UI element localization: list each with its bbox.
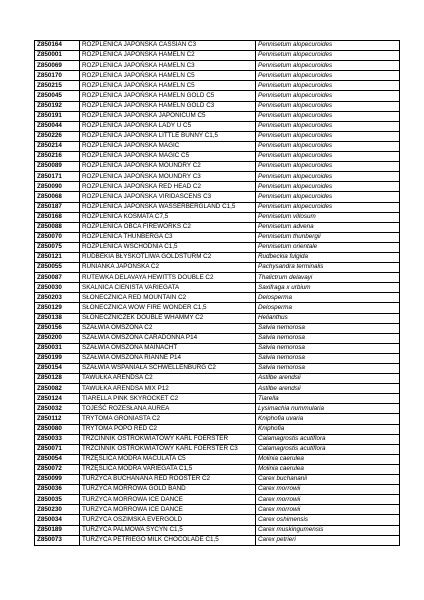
table-row [35,71,400,81]
product-name-cell: TRZĘŚLICA MODRA MACULATA C5 [80,454,256,464]
product-name-cell: ROZPLENICA JAPOŃSKA WASSERBERGLAND C1,5 [80,202,256,212]
latin-name-cell: Lysimachia nummularia [256,404,400,414]
product-code-cell: Z850054 [35,454,80,464]
product-name-cell: SŁONECZNICA WOW FIRE WONDER C1,5 [80,303,256,313]
latin-name-cell: Tiarella [256,394,400,404]
product-name-cell: TRYTOMA POPO RED C2 [80,424,256,434]
latin-name-cell: Astilbe arendsii [256,374,400,384]
product-name-cell: RUNIANKA JAPOŃSKA C2 [80,263,256,273]
product-code-cell: Z850226 [35,131,80,141]
product-name-cell: SKALNICA CIENISTA VARIEGATA [80,283,256,293]
latin-name-cell: Pennisetum alopecuroides [256,202,400,212]
product-code-cell: Z850070 [35,232,80,242]
product-code-cell: Z850138 [35,313,80,323]
latin-name-cell: Pennisetum alopecuroides [256,131,400,141]
table-row [35,141,400,151]
product-name-cell: SZAŁWIA WSPANIAŁA SCHWELLENBURG C2 [80,364,256,374]
product-name-cell: ROZPLENICA JAPOŃSKA MOUNDRY C3 [80,172,256,182]
product-code-cell: Z850088 [35,222,80,232]
latin-name-cell: Pachysandra terminalis [256,263,400,273]
table-row [35,434,400,444]
table-row [35,182,400,192]
product-name-cell: ROZPLENICA JAPOŃSKA HAMELN GOLD C5 [80,91,256,101]
product-name-cell: ROZPLENICA JAPOŃSKA VIRIDASCENS C3 [80,192,256,202]
product-code-cell: Z850199 [35,353,80,363]
product-name-cell: RUTEWKA DELAVAYA HEWITTS DOUBLE C2 [80,273,256,283]
product-name-cell: TURZYCA MORROWA ICE DANCE [80,505,256,515]
product-name-cell: TURZYCA PETRIEGO MILK CHOCOLADE C1,5 [80,535,256,545]
product-name-cell: ROZPLENICA JAPOŃSKA CASSIAN C3 [80,41,256,51]
product-name-cell: ROZPLENICA JAPOŃSKA HAMELN C5 [80,71,256,81]
latin-name-cell: Pennisetum alopecuroides [256,91,400,101]
latin-name-cell: Pennisetum alopecuroides [256,41,400,51]
table-row [35,212,400,222]
table-row [35,152,400,162]
product-code-cell: Z850191 [35,111,80,121]
latin-name-cell: Kniphofia [256,424,400,434]
product-name-cell: ROZPLENICA OBCA FIREWORKS C2 [80,222,256,232]
product-code-cell: Z850089 [35,162,80,172]
latin-name-cell: Salvia nemorosa [256,323,400,333]
latin-name-cell: Molinia caerulea [256,464,400,474]
product-code-cell: Z850073 [35,535,80,545]
latin-name-cell: Carex morrowii [256,505,400,515]
latin-name-cell: Delosperma [256,303,400,313]
product-name-cell: SZAŁWIA OMSZONA CARADONNA P14 [80,333,256,343]
table-row [35,444,400,454]
product-code-cell: Z850036 [35,485,80,495]
product-name-cell: ROZPLENICA JAPOŃSKA MOUNDRY C2 [80,162,256,172]
product-code-cell: Z850045 [35,91,80,101]
table-row [35,242,400,252]
product-name-cell: TRZCINNIK OSTROKWIATOWY KARL FOERSTER [80,434,256,444]
product-code-cell: Z850230 [35,505,80,515]
latin-name-cell: Pennisetum thunbergii [256,232,400,242]
product-name-cell: ROZPLENICA JAPOŃSKA RED HEAD C2 [80,182,256,192]
product-name-cell: TIARELLA PINK SKYROCKET C2 [80,394,256,404]
product-code-cell: Z850112 [35,414,80,424]
product-code-cell: Z850087 [35,273,80,283]
table-row [35,414,400,424]
latin-name-cell: Pennisetum alopecuroides [256,121,400,131]
table-row [35,374,400,384]
product-code-cell: Z850156 [35,323,80,333]
product-name-cell: SZAŁWIA OMSZONA MAINACHT [80,343,256,353]
product-name-cell: ROZPLENICA JAPOŃSKA HAMELN GOLD C3 [80,101,256,111]
product-name-cell: TRYTOMA GRONIASTA C2 [80,414,256,424]
product-code-cell: Z850072 [35,464,80,474]
product-name-cell: ROZPLENICA JAPOŃSKA LADY U C5 [80,121,256,131]
latin-name-cell: Carex morrowii [256,485,400,495]
table-row [35,313,400,323]
table-row [35,353,400,363]
product-code-cell: Z850214 [35,141,80,151]
latin-name-cell: Carex oshimensis [256,515,400,525]
table-row [35,61,400,71]
product-code-cell: Z850030 [35,283,80,293]
product-code-cell: Z850075 [35,242,80,252]
product-code-cell: Z850068 [35,192,80,202]
product-name-cell: TURZYCA MORROWA GOLD BAND [80,485,256,495]
product-name-cell: ROZPLENICA KOSMATA C7,5 [80,212,256,222]
product-code-cell: Z850192 [35,101,80,111]
table-row [35,333,400,343]
product-name-cell: TAWUŁKA ARENDSA C2 [80,374,256,384]
product-code-cell: Z850124 [35,394,80,404]
product-code-cell: Z850168 [35,212,80,222]
table-row [35,172,400,182]
table-row [35,303,400,313]
product-name-cell: TURZYCA OSZIMSKA EVERGOLD [80,515,256,525]
table-row [35,252,400,262]
table-row [35,505,400,515]
product-name-cell: TRZCINNIK OSTROKWIATOWY KARL FOERSTER C3 [80,444,256,454]
table-row [35,535,400,545]
table-row [35,232,400,242]
product-name-cell: ROZPLENICA JAPOŃSKA MAGIC [80,141,256,151]
latin-name-cell: Helianthus [256,313,400,323]
product-name-cell: ROZPLENICA THUNBERGA C3 [80,232,256,242]
product-name-cell: TRZĘŚLICA MODRA VARIEGATA C1,5 [80,464,256,474]
latin-name-cell: Salvia nemorosa [256,364,400,374]
table-row [35,162,400,172]
product-name-cell: ROZPLENICA JAPOŃSKA LITTLE BUNNY C1,5 [80,131,256,141]
latin-name-cell: Carex muskingumensis [256,525,400,535]
latin-name-cell: Pennisetum alopecuroides [256,51,400,61]
latin-name-cell: Thalictrum delavayi [256,273,400,283]
product-code-cell: Z850187 [35,202,80,212]
product-code-cell: Z850170 [35,71,80,81]
table-row [35,475,400,485]
table-row [35,293,400,303]
product-code-cell: Z850090 [35,182,80,192]
product-code-cell: Z850099 [35,475,80,485]
product-name-cell: TURZYCA MORROWA ICE DANCE [80,495,256,505]
product-name-cell: ROZPLENICA WSCHODNIA C1,5 [80,242,256,252]
table-row [35,81,400,91]
product-code-cell: Z850216 [35,152,80,162]
table-row [35,101,400,111]
table-row [35,394,400,404]
table-row [35,192,400,202]
latin-name-cell: Pennisetum alopecuroides [256,192,400,202]
product-code-cell: Z850055 [35,263,80,273]
table-row [35,343,400,353]
product-code-cell: Z850129 [35,303,80,313]
latin-name-cell: Carex morrowii [256,495,400,505]
product-code-cell: Z850189 [35,525,80,535]
table-row [35,91,400,101]
table-row [35,404,400,414]
product-code-cell: Z850034 [35,515,80,525]
product-list-sheet [34,40,400,546]
product-code-cell: Z850203 [35,293,80,303]
latin-name-cell: Pennisetum alopecuroides [256,162,400,172]
latin-name-cell: Molinia caerulea [256,454,400,464]
table-row [35,41,400,51]
latin-name-cell: Astilbe arendsii [256,384,400,394]
product-code-cell: Z850171 [35,172,80,182]
table-row [35,515,400,525]
latin-name-cell: Pennisetum alopecuroides [256,111,400,121]
latin-name-cell: Pennisetum alopecuroides [256,81,400,91]
product-name-cell: SŁONECZNICA RED MOUNTAIN C2 [80,293,256,303]
latin-name-cell: Pennisetum orientale [256,242,400,252]
latin-name-cell: Pennisetum alopecuroides [256,152,400,162]
latin-name-cell: Calamagrostis acutiflora [256,444,400,454]
latin-name-cell: Salvia nemorosa [256,333,400,343]
latin-name-cell: Pennisetum alopecuroides [256,71,400,81]
product-code-cell: Z850200 [35,333,80,343]
table-row [35,485,400,495]
product-code-cell: Z850071 [35,444,80,454]
product-name-cell: ROZPLENICA JAPOŃSKA MAGIC C5 [80,152,256,162]
product-table [34,40,400,546]
product-code-cell: Z850031 [35,343,80,353]
latin-name-cell: Carex buchananii [256,475,400,485]
latin-name-cell: Pennisetum alopecuroides [256,172,400,182]
latin-name-cell: Calamagrostis acutiflora [256,434,400,444]
table-row [35,273,400,283]
product-table-body [35,41,400,546]
latin-name-cell: Rudbeckia fulgida [256,252,400,262]
product-name-cell: SZAŁWIA OMSZONA RIANNE P14 [80,353,256,363]
table-row [35,263,400,273]
product-code-cell: Z850128 [35,374,80,384]
product-code-cell: Z850080 [35,424,80,434]
table-row [35,222,400,232]
product-name-cell: TAWUŁKA ARENDSA MIX P12 [80,384,256,394]
product-code-cell: Z850215 [35,81,80,91]
latin-name-cell: Pennisetum alopecuroides [256,101,400,111]
product-name-cell: ROZPLENICA JAPOŃSKA HAMELN C3 [80,61,256,71]
table-row [35,111,400,121]
latin-name-cell: Pennisetum alopecuroides [256,61,400,71]
product-name-cell: TURZYCA BUCHANANA RED ROOSTER C2 [80,475,256,485]
latin-name-cell: Carex petrieri [256,535,400,545]
table-row [35,323,400,333]
table-row [35,121,400,131]
table-row [35,424,400,434]
product-code-cell: Z850121 [35,252,80,262]
product-code-cell: Z850035 [35,495,80,505]
latin-name-cell: Pennisetum alopecuroides [256,182,400,192]
table-row [35,464,400,474]
product-name-cell: TOJEŚĆ ROZESŁANA AUREA [80,404,256,414]
product-name-cell: SZAŁWIA OMSZONA C2 [80,323,256,333]
product-name-cell: ROZPLENICA JAPOŃSKA JAPONICUM C5 [80,111,256,121]
table-row [35,283,400,293]
product-code-cell: Z850082 [35,384,80,394]
table-row [35,495,400,505]
table-row [35,384,400,394]
latin-name-cell: Delosperma [256,293,400,303]
product-code-cell: Z850164 [35,41,80,51]
product-name-cell: ROZPLENICA JAPOŃSKA HAMELN C5 [80,81,256,91]
table-row [35,131,400,141]
table-row [35,454,400,464]
product-code-cell: Z850069 [35,61,80,71]
table-row [35,51,400,61]
product-code-cell: Z850032 [35,404,80,414]
product-code-cell: Z850154 [35,364,80,374]
product-code-cell: Z850001 [35,51,80,61]
product-name-cell: RUDBEKIA BŁYSKOTLIWA GOLDSTURM C2 [80,252,256,262]
table-row [35,525,400,535]
latin-name-cell: Pennisetum advena [256,222,400,232]
latin-name-cell: Salvia nemorosa [256,353,400,363]
latin-name-cell: Pennisetum alopecuroides [256,141,400,151]
latin-name-cell: Kniphofia uvaria [256,414,400,424]
product-code-cell: Z850033 [35,434,80,444]
table-row [35,202,400,212]
product-name-cell: ROZPLENICA JAPOŃSKA HAMELN C2 [80,51,256,61]
latin-name-cell: Saxifraga x urbium [256,283,400,293]
product-code-cell: Z850044 [35,121,80,131]
product-name-cell: TURZYCA PALMOWA SYCYN C1,5 [80,525,256,535]
latin-name-cell: Pennisetum villosum [256,212,400,222]
latin-name-cell: Salvia nemorosa [256,343,400,353]
table-row [35,364,400,374]
product-name-cell: SŁONECZNICZEK DOUBLE WHAMMY C2 [80,313,256,323]
